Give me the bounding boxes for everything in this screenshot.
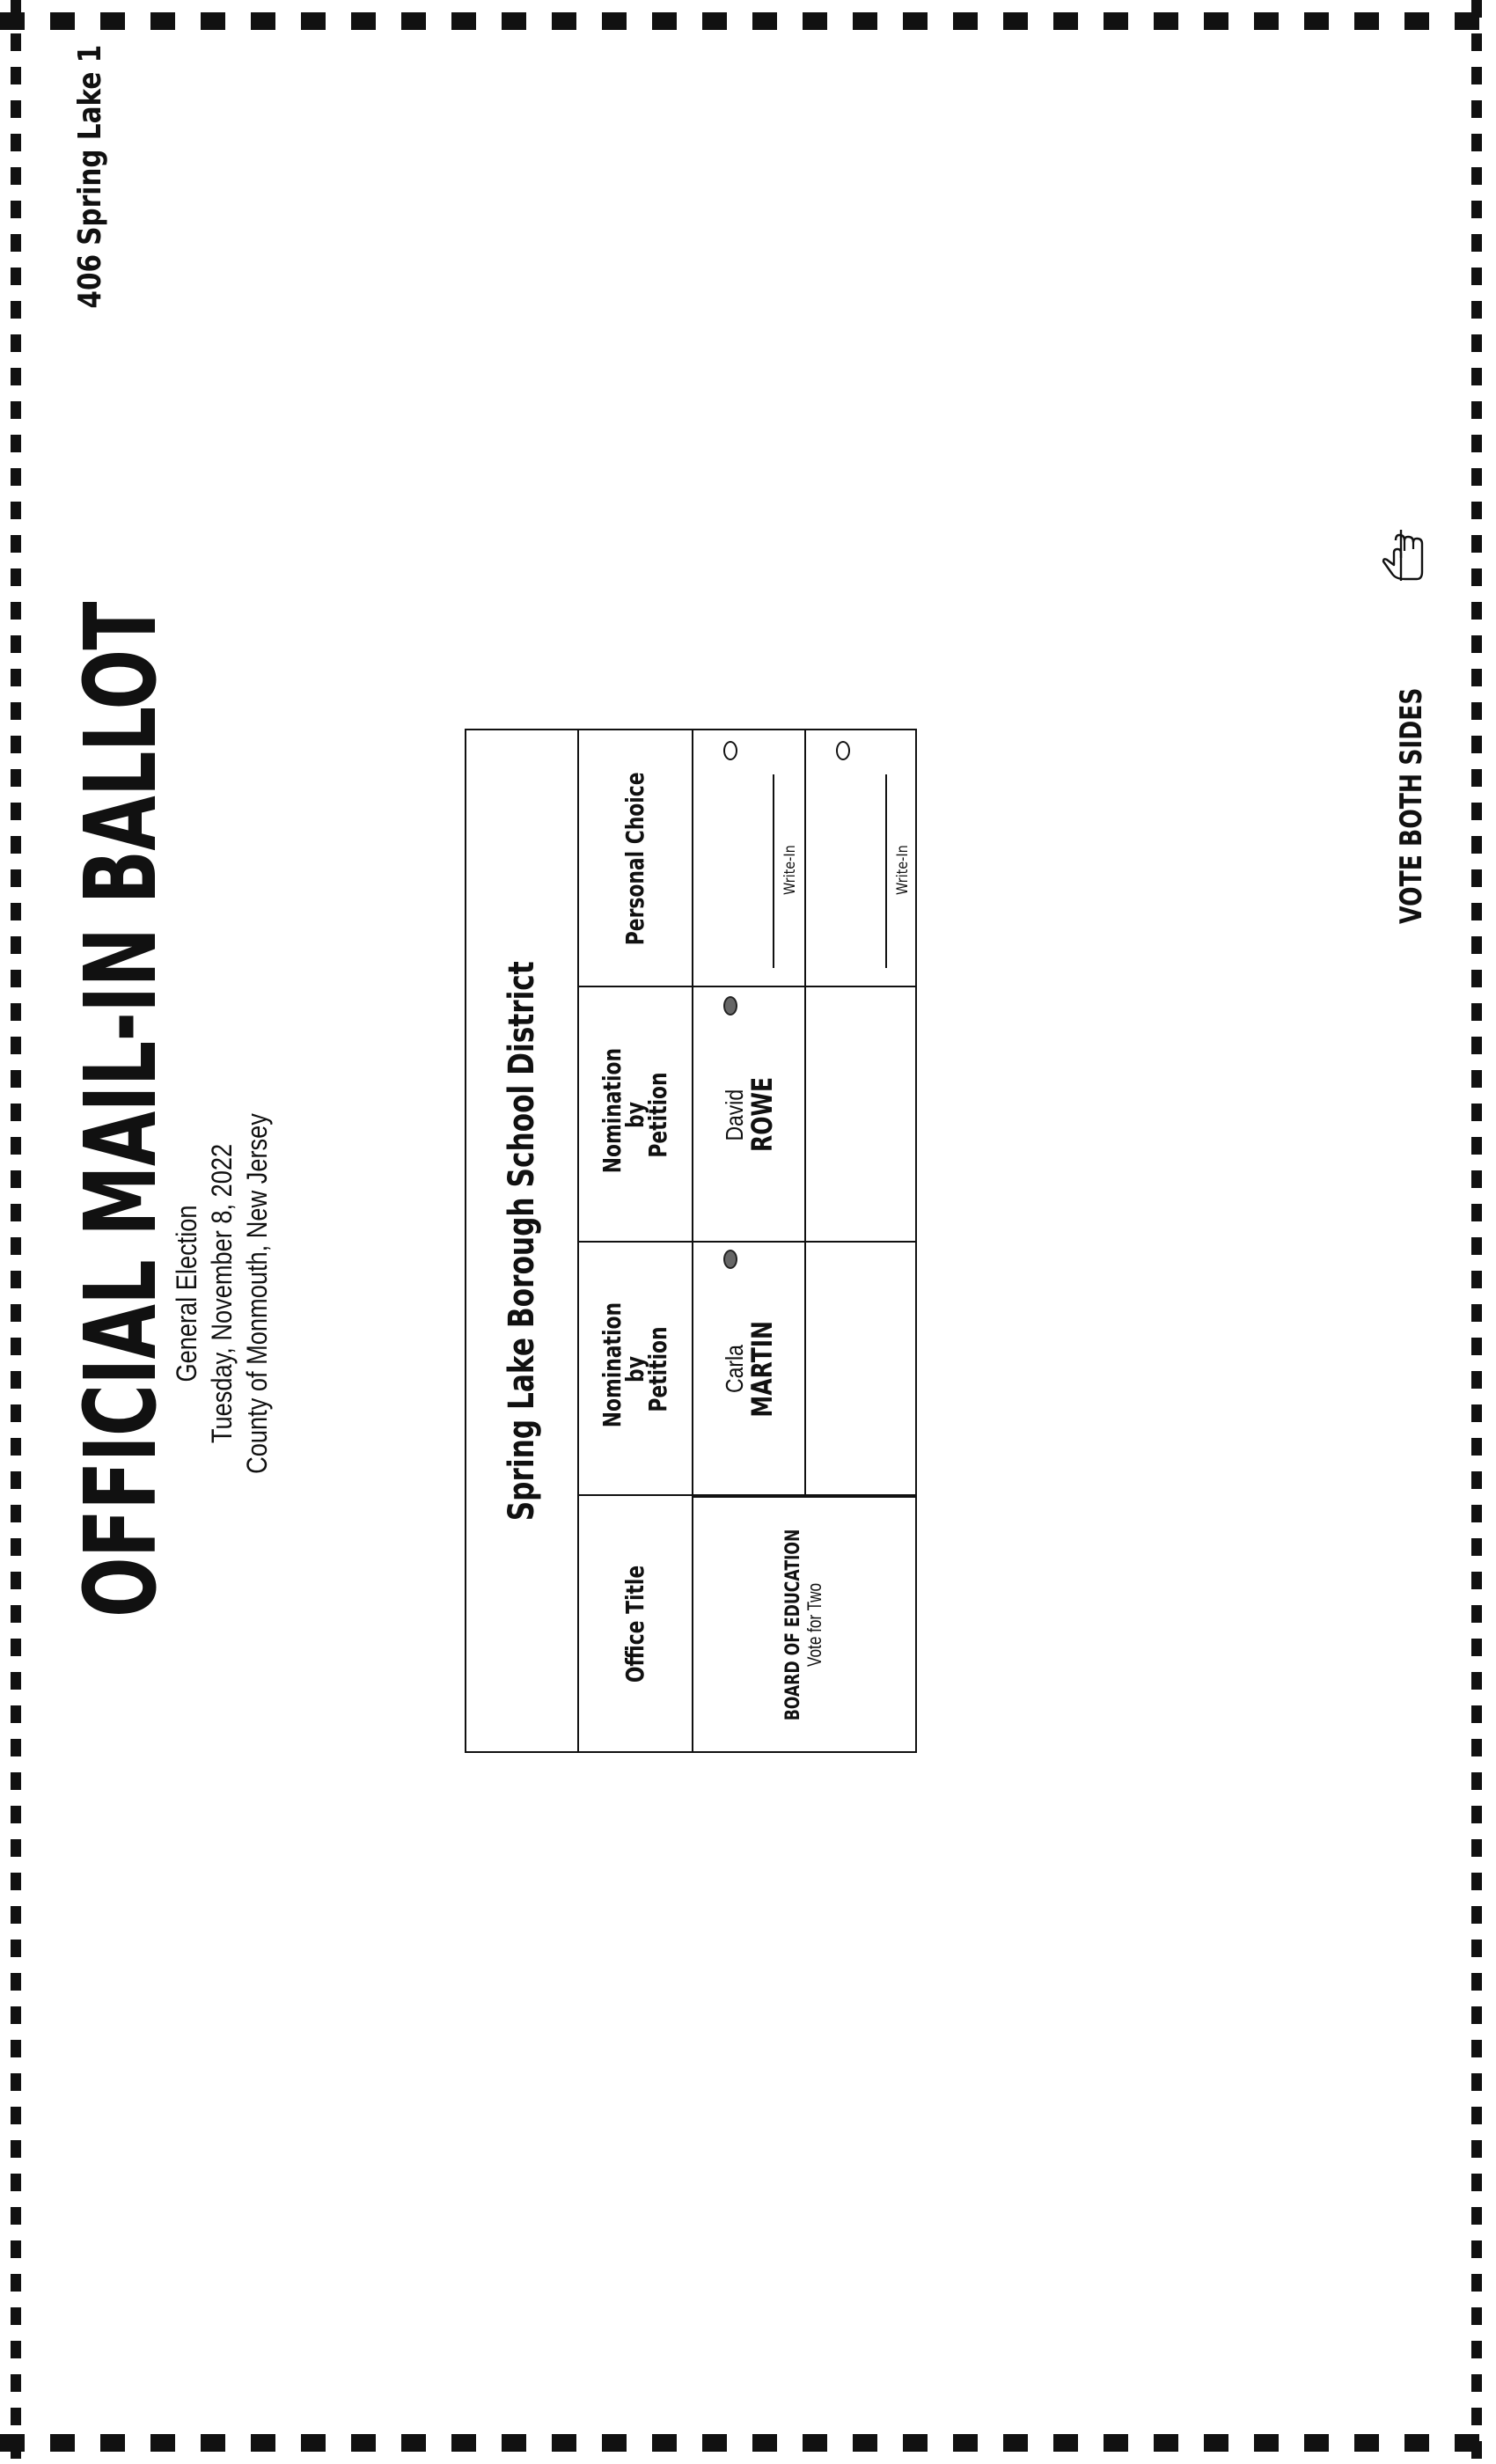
vote-oval-write-in-1[interactable] [723, 741, 737, 760]
office-vote-for: Vote for Two [803, 1582, 825, 1667]
candidate-first-name: David [721, 1089, 748, 1141]
vote-oval-martin[interactable] [723, 1250, 737, 1269]
column-header-personal-choice [579, 730, 692, 987]
district-header [466, 730, 579, 1751]
election-county: County of Monmouth, New Jersey [241, 1113, 273, 1474]
candidate-cell-rowe[interactable] [693, 987, 804, 1243]
write-in-cell-1[interactable] [693, 730, 804, 987]
office-name: BOARD OF EDUCATION [782, 1529, 804, 1720]
candidate-last-name: MARTIN [745, 1321, 779, 1418]
ballot-code: 406 Spring Lake 1 [72, 44, 108, 309]
election-name: General Election [171, 1205, 202, 1382]
write-in-label: Write-In [781, 845, 799, 895]
write-in-label: Write-In [894, 845, 912, 895]
column-header-petition-2 [579, 987, 692, 1243]
vote-oval-write-in-2[interactable] [836, 741, 850, 760]
column-title-office: Office Title [620, 1565, 649, 1683]
write-in-line[interactable] [885, 774, 887, 968]
election-date: Tuesday, November 8, 2022 [206, 1143, 238, 1444]
office-title-cell [693, 1496, 915, 1751]
column-header-office [579, 1496, 692, 1751]
write-in-cell-2[interactable] [806, 730, 915, 987]
column-title-petition: Nomination by Petition [598, 1302, 672, 1428]
write-in-line[interactable] [773, 774, 774, 968]
column-header-petition-1 [579, 1243, 692, 1496]
column-header-row [579, 730, 693, 1751]
candidate-first-name: Carla [721, 1345, 748, 1394]
office-block [783, 1529, 825, 1720]
ballot-title: OFFICIAL MAIL-IN BALLOT [64, 602, 179, 1617]
candidate-cell-martin[interactable] [693, 1243, 804, 1496]
column-title-personal-choice: Personal Choice [620, 772, 649, 946]
district-name: Spring Lake Borough School District [502, 961, 542, 1521]
column-title-petition: Nomination by Petition [598, 1047, 672, 1174]
vote-oval-rowe[interactable] [723, 996, 737, 1016]
pointing-hand-icon [1382, 528, 1426, 590]
candidate-last-name: ROWE [745, 1077, 779, 1153]
vote-both-sides-notice: VOTE BOTH SIDES [1394, 687, 1429, 924]
ballot-table [465, 729, 917, 1753]
